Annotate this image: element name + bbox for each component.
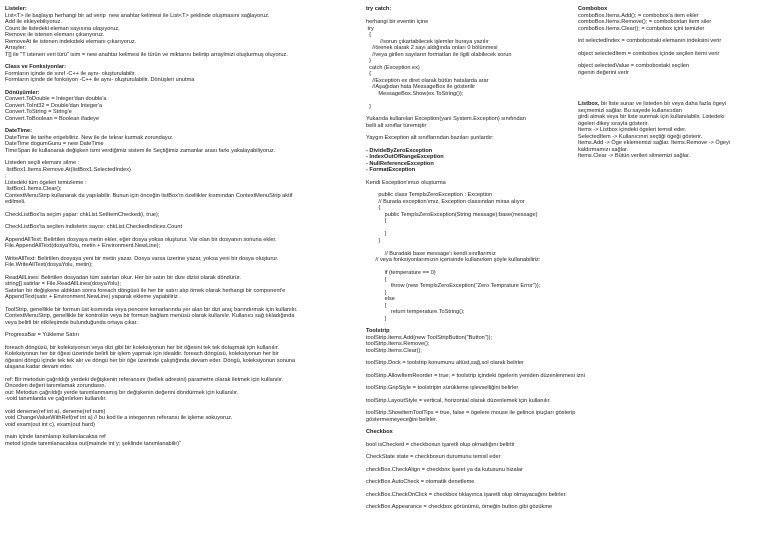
note-block <box>578 63 764 76</box>
note-block <box>366 492 578 499</box>
note-line: Formların içinde de fonksiyon -C++ ile aynı- oluşturulabilir. Dönüşleri unutma <box>5 77 195 83</box>
note-line: CheckListBox'ta seçim yapar: chkList.SetItemChecked(i, true); <box>5 211 160 218</box>
note-line: Add ile ekleyebiliyoruz. <box>5 19 62 25</box>
note-line: if (temperature == 0) <box>366 270 436 276</box>
note-line: foreach döngüsü, bir koleksiyonun veya dizi gibi bir koleksiyonun her bir öğesini tek tek dolaşmak için kullanılır. <box>5 344 279 351</box>
note-line: metod içinde tanımlanacaksa out(mainde int y; şeklinde tanımlanabilir)" <box>5 440 182 447</box>
note-line: RemoveAt ile istenen indeksteki elemanı çıkarıyoruz. <box>5 38 137 45</box>
note-line: //Exception ex diret olarak bütün hatalarda arar <box>366 77 489 84</box>
note-line: Listedeki tüm ögeleri temizleme : <box>5 179 87 186</box>
note-line: Önceden değeri tanımlamak zorundasın. <box>5 383 107 389</box>
note-line <box>578 89 764 96</box>
note-line: Koleksiyonun her bir öğesi üzerinde belirli bir işlem yapmak için idealdir. foreach döngüsü, koleksiyonun her bir <box>5 351 279 357</box>
note-line: //Aşağıdan hata MessageBox ile gösterilir <box>366 84 476 90</box>
note-line: checkBox.CheckAlign = checkbox işaret ya da kutusunu hizalar <box>366 466 523 473</box>
note-block <box>5 332 363 339</box>
notes-column-left <box>5 6 363 453</box>
note-block <box>5 377 363 403</box>
note-block <box>578 51 764 58</box>
note-block <box>366 6 578 110</box>
note-line: CheckState state = checkboxun durumunu temsil eder <box>366 454 501 460</box>
note-line: toolStrip.LayoutStyle = vertical, horizontal olarak düzenlemek için kullanılır. <box>366 397 551 404</box>
note-line: { <box>366 276 387 283</box>
note-line: ReadAllLines: Belirtilen dosyadan tüm satırları okur. Her bir satırı bir dize dizisi olarak döndürür. <box>5 274 241 281</box>
note-line: int selectedIndex = comboboxtaki elemanın indeksini verir <box>578 38 722 44</box>
note-line: { <box>366 32 371 38</box>
note-line: WriteAllText: Belirtilen dosyaya yeni bir metin yazar. Dosya varsa üzerine yazar, yoksa yeni bir dosya oluşturur. <box>5 255 279 262</box>
note-line: herhangi bir eventin içine <box>366 19 429 25</box>
note-line: throw (new TempIsZeroException("Zero Temprature Error")); <box>366 283 541 289</box>
note-line: T[] ile "T istenen veri türü" isim = new anahtar kelimesi ile türün ve miktarını belirtip arraylmizi oluşturmuş oluyoruz. <box>5 51 288 58</box>
note-block <box>366 479 578 486</box>
note-line: checkBox.CheckOnClick = checkbox tıklayınca işaretli olup olmayacağını belirler. <box>366 491 567 498</box>
note-heading: - NullReferenceException <box>366 160 434 167</box>
note-block <box>578 6 764 32</box>
note-line: -void tanımlanda ve çağırılırken kullanılır. <box>5 396 107 402</box>
note-line: Satırları bir değişkene aldıktan sonra foreach döngüsü ile her bir satırı alıp örnek olarak herhangi bir component'e <box>5 287 286 294</box>
note-block <box>366 192 578 322</box>
note-line: //örenek olarak 2 sayı aldığında onları 0 bölünmesi <box>366 45 498 51</box>
note-line: //sorun çıkartabilecek işlemler buraya yazılır <box>366 38 489 45</box>
note-block <box>366 410 578 423</box>
note-line: Yaygın Exception alt sınıflarından bazıları şunlardır: <box>366 135 494 141</box>
note-line: // veya fonksiyonlarımızın içerisinde kullanırken şöyle kullanabiliriz: <box>366 257 541 263</box>
note-block <box>5 409 363 429</box>
note-block <box>5 90 363 123</box>
note-line: bool isChecked = checkboxun işaretli olup olmadığını belirtir <box>366 441 515 448</box>
note-line: try <box>366 25 374 32</box>
note-line: object selectedItem = combobox içinde seçilen itemi verir <box>578 50 720 57</box>
note-line: Convert.ToDouble = Integer'dan double'a <box>5 96 107 102</box>
note-line: catch (Exception ex) <box>366 64 420 71</box>
note-line: Convert.ToBoolean = Boolean ifadeye <box>5 115 100 122</box>
note-line: ToolStrip, genellikle bir formun üst kısmında veya pencere kenarlarında yer alan bir dizi araç barındırmak için kullanılır. <box>5 306 298 313</box>
note-block <box>578 82 764 95</box>
note-line: AppendText(satır + Environment.NewLine) yaparak ekleme yapabiliriz . <box>5 294 181 300</box>
note-line: ; <box>5 173 7 179</box>
note-line: { <box>366 71 371 77</box>
note-block <box>5 160 363 206</box>
note-line: girdi almak veya bir liste sunmak için kullanılabilir. Listedeki <box>578 114 725 120</box>
note-heading: Class ve Fonksiyonlar: <box>5 64 66 70</box>
note-line: out: Metodun çağrıldığı yerde tanımlanmamış bir değişkenin değerini döndürmek için kullanılır. <box>5 389 239 396</box>
note-line: public class TempIsZeroException : Exception <box>366 192 493 198</box>
note-line: Remove ile istenen elemanı çıkarıyoruz. <box>5 32 105 38</box>
note-heading: - FormatException <box>366 167 416 173</box>
note-block <box>366 116 578 129</box>
note-line: ref: Bir metodun çağrıldığı yerdeki değişkenin referansını (bellek adresini) parametre olarak iletmek için kullanılır. <box>5 376 284 383</box>
note-line: Kendi Exception'ımızı oluşturma <box>366 179 446 186</box>
note-line: Arrayler: <box>5 45 27 51</box>
note-heading: Checkbox <box>366 429 393 435</box>
note-block <box>5 64 363 84</box>
note-heading: Toolstrip <box>366 328 390 334</box>
note-block <box>5 275 363 301</box>
note-line: } <box>366 58 371 64</box>
note-block <box>366 467 578 474</box>
note-block <box>5 307 363 327</box>
note-line: MessageBox.Show(ex.ToString()); <box>366 90 464 97</box>
note-line: } <box>366 289 387 296</box>
note-block <box>5 6 363 58</box>
note-heading: - DivideByZeroException <box>366 147 433 154</box>
note-line: object selectedValue = comboboxtaki seçilen <box>578 63 690 69</box>
note-line: //veya girilen sayıların formatları ile ilgili olabilecek sorun <box>366 51 512 58</box>
note-line: List<T> ile başlayıp herhangi bir ad verip new anahtar kelimesi ile List<T> şeklinde oluşmasını sağlayoruz. <box>5 12 270 19</box>
note-line: toolStrip.Items.Add(new ToolStripButton("Button")); <box>366 334 493 341</box>
note-line: DateTime dogumGunu = new DateTime <box>5 141 104 147</box>
note-line: checkBox.Appearance = checkbox görünümü, örneğin button gibi gözükme <box>366 504 553 510</box>
note-block <box>366 148 578 174</box>
note-line: void exam(out int c), exam(out hard) <box>5 421 95 428</box>
note-block <box>5 212 363 219</box>
note-heading: try catch: <box>366 6 392 12</box>
note-line: { <box>366 302 387 309</box>
note-line: ögeleri dikey sırayla gösterir. <box>578 120 649 127</box>
note-line: ProgressBar = Yükleme Satırı <box>5 332 80 338</box>
note-line: void ChangeValueWithRef(ref int a) // bu kod ile a integerının referansı ile işleme sokuyoruz. <box>5 415 233 421</box>
note-line: // Buradaki base message'ı kendi sınıflarımız <box>366 250 496 257</box>
note-line: göstermemeyeceğini belirler. <box>366 416 438 423</box>
note-line: string[] satirlar = File.ReadAllLines(dosyaYolu); <box>5 281 121 287</box>
note-line: ulaşana kadar devam eder. <box>5 364 73 370</box>
note-line: CheckListBox'ta seçilen indislerin sayısı: chkList.CheckedIndices.Count <box>5 224 183 230</box>
note-line: ContextMenuStrip kullanarak da yapılabilir. Bunun için önceğin listBox'ın özellikler kısmından ContextMenuStrip aktif <box>5 192 293 199</box>
note-line: main içinde tanımlanıp kullanılacaksa ref <box>5 434 106 440</box>
note-block <box>5 256 363 269</box>
note-line: // Burada exception'ımız, Exception classından miras alıyor <box>366 198 525 205</box>
note-heading: - IndexOutOfRangeException <box>366 154 444 160</box>
note-line: ContextMenuStrip, genellikle bir kontrolün veya bir formun bağlam menüsü olarak kullanılır. Kullanıcı sağ tıkladığında <box>5 313 295 319</box>
note-line: TimeSpan ile kullanarak değişken ismi verdiğimiz sistem ile Seçtiğimiz zamanlar arası farkı yakalayabiliyoruz. <box>5 147 276 154</box>
note-line: { <box>366 218 387 224</box>
notes-column-middle <box>366 6 585 517</box>
note-line: DateTime ile tarihe erişebiliriz. New ile de tekrar kurmak zorundayız. <box>5 134 174 141</box>
note-line: öğesini döngü içinde tek tek alır ve döngü her bir öğe üzerinde çalıştığında devam eder. Döngü, koleksiyonun sonuna <box>5 357 296 364</box>
note-line: seçmemizi sağlar. Bu sayede kullanıcıdan <box>578 107 682 114</box>
note-line: Listeden seçili elemanı silme : <box>5 160 80 166</box>
note-line: toolStrip.Items.Clear(); <box>366 347 422 354</box>
note-line: Yukarıda kullanılan Exception(yani System.Exception) sınıfından <box>366 116 526 122</box>
note-line: void deneme(ref int a), deneme(ref num) <box>5 408 106 415</box>
note-heading: Listeler: <box>5 6 27 12</box>
note-block <box>5 345 363 371</box>
note-line: public TempIsZeroException(String message):base(message) <box>366 211 538 218</box>
note-block <box>5 128 363 154</box>
note-line: Listbox, bir liste sunar ve listeden bir veya daha fazla ögeyi <box>578 101 727 107</box>
note-line: { <box>366 205 381 211</box>
note-line: Convert.ToString = String'e <box>5 109 72 115</box>
note-block <box>5 237 363 250</box>
note-block <box>366 135 578 142</box>
note-block <box>366 398 578 405</box>
note-line: ögenin değerini verir <box>578 69 629 76</box>
notes-column-right <box>578 6 764 166</box>
note-line: } <box>366 315 387 322</box>
note-line: return temperature.ToString(); <box>366 309 465 315</box>
note-line: listBox1.Items.Clear(); <box>5 186 62 192</box>
note-line: toolStrip.ShowItemToolTips = true, false = ögelere mouse ile gelince ipuçları gösterip <box>366 410 576 416</box>
note-line: comboBox.Items.Clear(); = combobox içini temizler <box>578 25 705 32</box>
note-block <box>5 224 363 231</box>
note-line: } <box>366 237 381 244</box>
note-block <box>366 328 578 354</box>
note-block <box>366 385 578 392</box>
note-block <box>578 101 764 160</box>
note-block <box>366 360 578 367</box>
note-line: Convert.ToInt32 = Double'dan Integer'a <box>5 102 103 109</box>
note-block <box>366 372 585 380</box>
note-block <box>366 454 578 461</box>
note-line: AppendAllText: Belirtilen dosyaya metin ekler, eğer dosya yoksa oluşturur. Var olan bir dosyanın sonuna ekler. <box>5 236 277 243</box>
note-line: checkBox.AutoCheck = otomatik denetleme <box>366 479 475 485</box>
note-line: toolStrip.GripStyle = toolstripin sürükleme işlevselliğini belirler <box>366 385 519 391</box>
note-line: Count ile listedeki eleman sayısına ulaşıyoruz. <box>5 25 120 32</box>
note-block <box>366 504 578 511</box>
note-line: Items.Add -> Öge eklememizi sağlar. Items.Remove -> Ögeyi <box>578 140 731 146</box>
note-line: listBox1.Items.Remove.At(listBox1.SelectedIndex) <box>5 166 131 173</box>
note-line: comboBox.Items.Add(); = combobox'a item ekler <box>578 12 699 19</box>
note-line: File.AppendAllText(dosyaYolu, metin + Environment.NewLine); <box>5 243 161 249</box>
note-heading: DateTime: <box>5 128 32 134</box>
note-line: edilmeli. <box>5 199 26 205</box>
note-heading: Dönüşümler: <box>5 89 40 96</box>
note-line: Items.Clear -> Bütün verileri silmemizi sağlar. <box>578 153 691 159</box>
note-block <box>5 434 363 447</box>
note-line: toolStrip.AllowItemReorder = true; = toolstrip içindeki ögelerin yeniden düzenlenmesi izni <box>366 372 585 379</box>
note-block <box>366 442 578 449</box>
note-line: veya belirli bir etkileşimde bulunduğunda ortaya çıkar. <box>5 319 138 326</box>
note-line: Items -> Listbox içindeki ögeleri temsil eder. <box>578 127 687 133</box>
note-block <box>578 38 764 45</box>
note-line: belli alt sınıflar türemiştir <box>366 122 427 129</box>
note-line: } <box>366 103 371 110</box>
note-line: else <box>366 296 395 302</box>
note-line: File.WriteAllText(dosyaYolu, metin); <box>5 262 93 268</box>
note-block <box>366 429 578 436</box>
note-line: SelectedItem -> Kullanıcının seçtiği ögeği gösterir. <box>578 133 703 140</box>
note-line: } <box>366 231 387 237</box>
note-heading: Combobox <box>578 6 608 12</box>
note-block <box>366 180 578 187</box>
note-line: toolStrip.Dock = toolstrip konumunu altüst,sağ,sol olarak belirler <box>366 360 524 366</box>
note-line: kaldırmamızı sağlar. <box>578 146 629 153</box>
note-line: Formların içinde de sınıf -C++ ile aynı- oluşturulabilir. <box>5 70 136 77</box>
note-line: toolStrip.Items.Remove(); <box>366 341 430 347</box>
note-line: comboBox.Items.Remove(); = comboboxtan item siler <box>578 19 712 25</box>
